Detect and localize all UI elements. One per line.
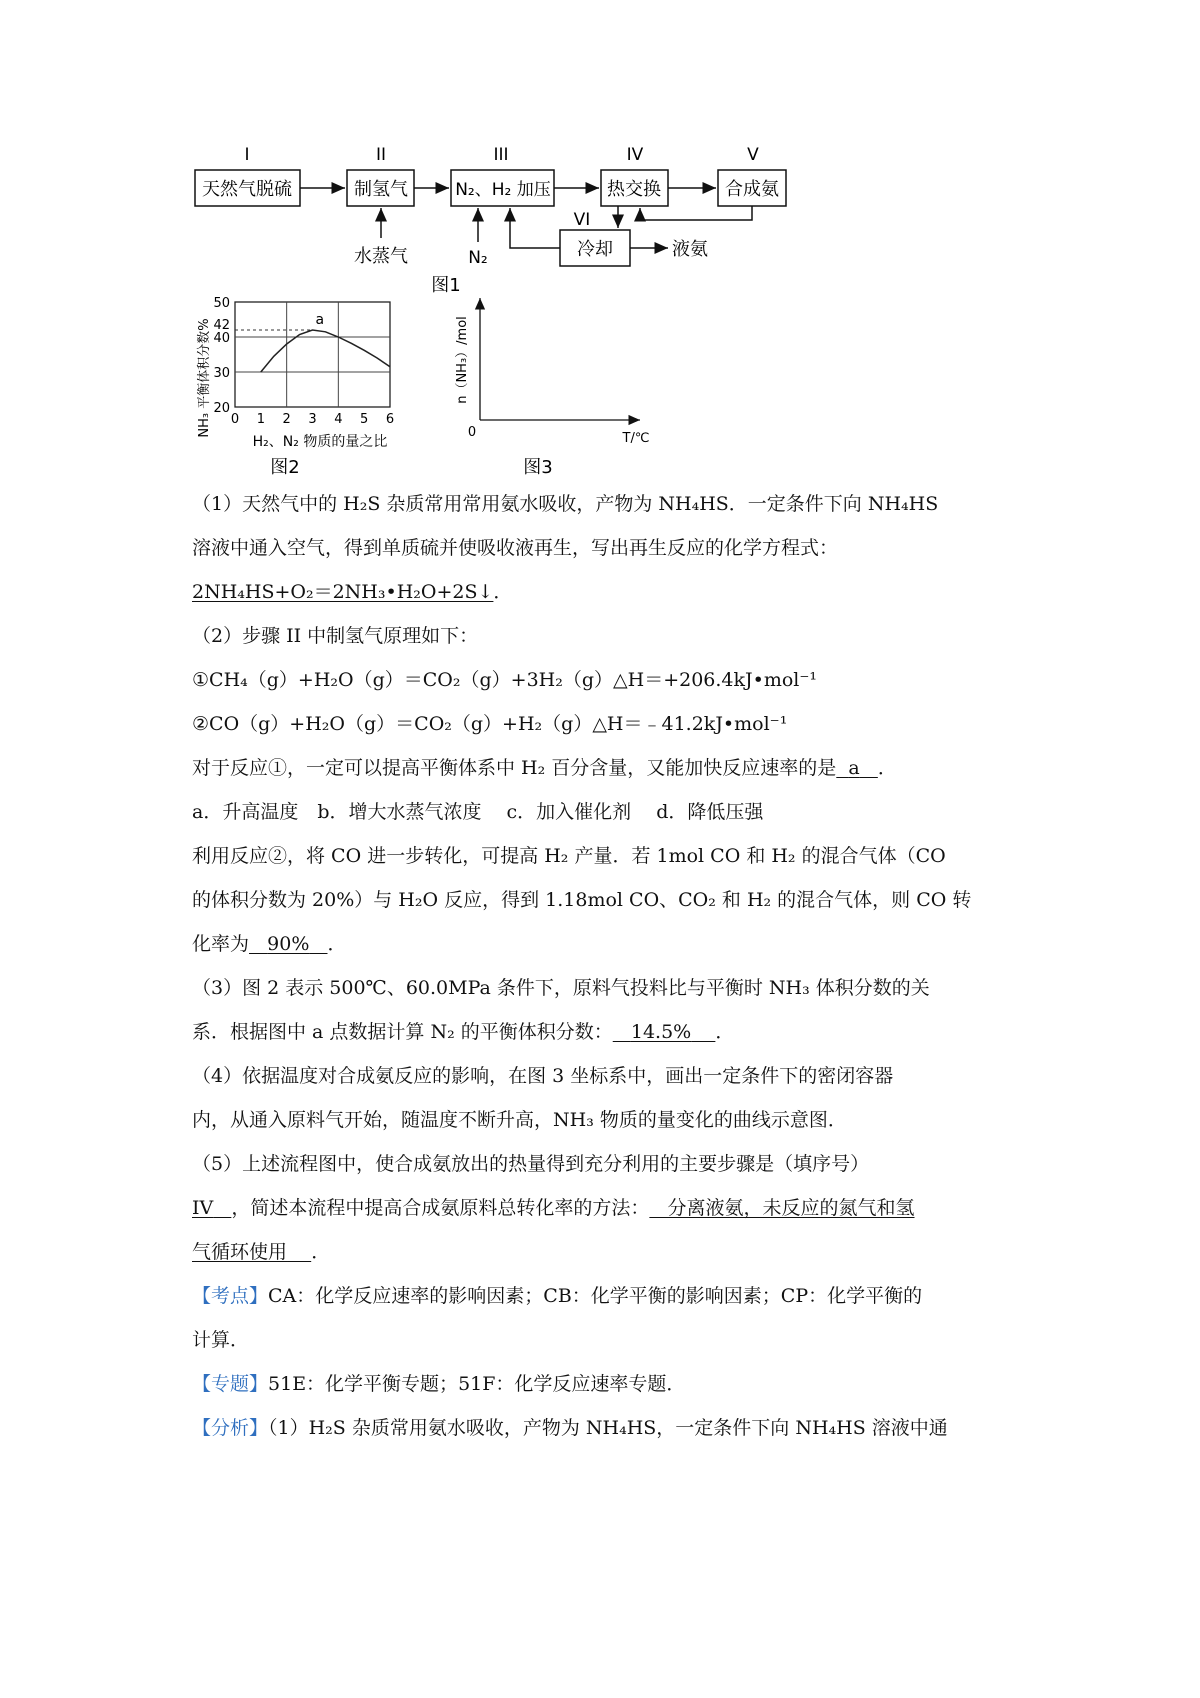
figure1-caption: 图1	[431, 275, 461, 296]
figure2-caption: 图2	[270, 457, 300, 478]
q2-line8	[192, 932, 347, 956]
input-steam-label: 水蒸气	[354, 246, 408, 267]
figure2-series-line	[261, 330, 390, 372]
kaodian-tag: 【考点】	[192, 1285, 269, 1307]
q1-end: ．	[493, 581, 513, 603]
figure2-xtick-label: 3	[308, 412, 317, 427]
q2-line4	[192, 756, 897, 780]
kaodian-text: CA：化学反应速率的影响因素；CB：化学平衡的影响因素；CP：化学平衡的	[268, 1285, 923, 1307]
q3-line2	[192, 1020, 734, 1044]
kaodian-line2: 计算．	[192, 1329, 250, 1351]
q2-line4-end: ．	[877, 757, 897, 779]
zhuanti-tag: 【专题】	[192, 1373, 269, 1395]
q4-line2: 内，从通入原料气开始，随温度不断升高，NH₃ 物质的量变化的曲线示意图．	[192, 1109, 847, 1131]
zhuanti-text: 51E：化学平衡专题；51F：化学反应速率专题．	[268, 1373, 686, 1395]
box-synthesis-label: 合成氨	[725, 179, 779, 200]
q5-answer-method-cont: 气循环使用	[192, 1241, 288, 1263]
figure3-caption: 图3	[523, 457, 553, 478]
q5-line1: （5）上述流程图中，使合成氨放出的热量得到充分利用的主要步骤是（填序号）	[192, 1153, 870, 1175]
kaodian-line1	[192, 1284, 922, 1308]
zhuanti-line	[192, 1372, 685, 1396]
figure2-ytick-label: 30	[213, 366, 230, 381]
figure2-xlabel: H₂、N₂ 物质的量之比	[252, 434, 388, 450]
q2-line6: 利用反应②，将 CO 进一步转化，可提高 H₂ 产量．若 1mol CO 和 H₂ 的混合气体（CO	[192, 845, 946, 867]
figure2-ytick-label: 20	[213, 401, 230, 416]
q1-line2: 溶液中通入空气，得到单质硫并使吸收液再生，写出再生反应的化学方程式：	[192, 537, 839, 559]
figure2-chart	[190, 290, 420, 480]
numeral-6: VI	[573, 210, 591, 230]
q5-answer-step: IV	[192, 1197, 214, 1219]
q3-answer: 14.5%	[630, 1021, 692, 1043]
figure3-origin: 0	[467, 425, 477, 440]
box-cooling-label: 冷却	[577, 239, 613, 260]
figure2-xtick-label: 4	[334, 412, 343, 427]
numeral-5: V	[747, 145, 759, 165]
figure2-ytick-label: 50	[213, 296, 230, 311]
box-compress-label: N₂、H₂ 加压	[455, 180, 551, 200]
arrow-recycle	[510, 208, 560, 248]
figure3-ylabel: n（NH₃）/mol	[455, 316, 470, 404]
fenxi-line	[192, 1416, 948, 1440]
q4-line1: （4）依据温度对合成氨反应的影响，在图 3 坐标系中，画出一定条件下的密闭容器	[192, 1065, 894, 1087]
box-desulfurization-label: 天然气脱硫	[202, 179, 292, 200]
q1-answer: 2NH₄HS+O₂＝2NH₃•H₂O+2S↓	[192, 581, 494, 603]
q2-line7: 的体积分数为 20%）与 H₂O 反应，得到 1.18mol CO、CO₂ 和 H₂ 的混合气体，则 CO 转	[192, 889, 972, 911]
q2-options: a．升高温度 b．增大水蒸气浓度 c．加入催化剂 d．降低压强	[192, 801, 764, 823]
numeral-3: III	[493, 145, 509, 165]
figure2-xtick-label: 1	[256, 412, 265, 427]
q5-line2	[192, 1196, 915, 1220]
figure2-frame	[235, 302, 390, 407]
q5-line2-text: ，简述本流程中提高合成氨原料总转化率的方法：	[231, 1197, 650, 1219]
figure2-grid	[235, 302, 390, 407]
figure2-xtick-label: 0	[230, 412, 240, 427]
box-hydrogen-label: 制氢气	[354, 179, 408, 200]
figure2-ytick-label: 40	[213, 331, 230, 346]
figure2-ylabel: NH₃ 平衡体积分数%	[197, 318, 212, 438]
figure2-ytick-label: 42	[213, 318, 230, 333]
q1-line3	[192, 580, 512, 604]
q2-answer-90: 90%	[267, 933, 310, 955]
q1-line1: （1）天然气中的 H₂S 杂质常用常用氨水吸收，产物为 NH₄HS．一定条件下向 NH₄HS	[192, 493, 939, 515]
fenxi-tag: 【分析】	[192, 1417, 269, 1439]
q5-answer-method: 分离液氨，未反应的氮气和氢	[667, 1197, 915, 1219]
input-n2-label: N₂	[468, 248, 488, 268]
fenxi-text: （1）H₂S 杂质常用氨水吸收，产物为 NH₄HS，一定条件下向 NH₄HS 溶液中通	[268, 1417, 948, 1439]
q3-line2-text: 系．根据图中 a 点数据计算 N₂ 的平衡体积分数：	[192, 1021, 613, 1043]
q2-line4-text: 对于反应①，一定可以提高平衡体系中 H₂ 百分含量，又能加快反应速率的是	[192, 757, 837, 779]
q2-reaction2: ②CO（g）+H₂O（g）＝CO₂（g）+H₂（g）△H＝﹣41.2kJ•mol⁻¹	[192, 713, 788, 735]
figure2-xtick-label: 5	[360, 412, 369, 427]
q3-line1: （3）图 2 表示 500℃、60.0MPa 条件下，原料气投料比与平衡时 NH₃ 体积分数的关	[192, 977, 930, 999]
figure3-axes	[440, 290, 660, 480]
q2-line8-text: 化率为	[192, 933, 250, 955]
figure3-xlabel: T/℃	[622, 431, 650, 446]
q5-end: ．	[311, 1241, 331, 1263]
q2-line1: （2）步骤 II 中制氢气原理如下：	[192, 625, 479, 647]
figure2-xtick-label: 6	[385, 412, 395, 427]
numeral-2: II	[375, 145, 387, 165]
figure2-point-a-label: a	[315, 312, 325, 328]
q3-end: ．	[715, 1021, 735, 1043]
numeral-4: IV	[626, 145, 644, 165]
q2-line8-end: ．	[327, 933, 347, 955]
output-liquid-ammonia: 液氨	[672, 239, 708, 260]
numeral-1: I	[244, 145, 250, 165]
q2-reaction1: ①CH₄（g）+H₂O（g）＝CO₂（g）+3H₂（g）△H＝+206.4kJ•mol⁻¹	[192, 669, 818, 691]
q2-answer-a: a	[848, 757, 860, 779]
figure2-xtick-label: 2	[282, 412, 291, 427]
box-heat-exchange-label: 热交换	[607, 179, 661, 200]
q5-line3	[192, 1240, 330, 1264]
arrow-return-synthesis	[640, 206, 752, 220]
